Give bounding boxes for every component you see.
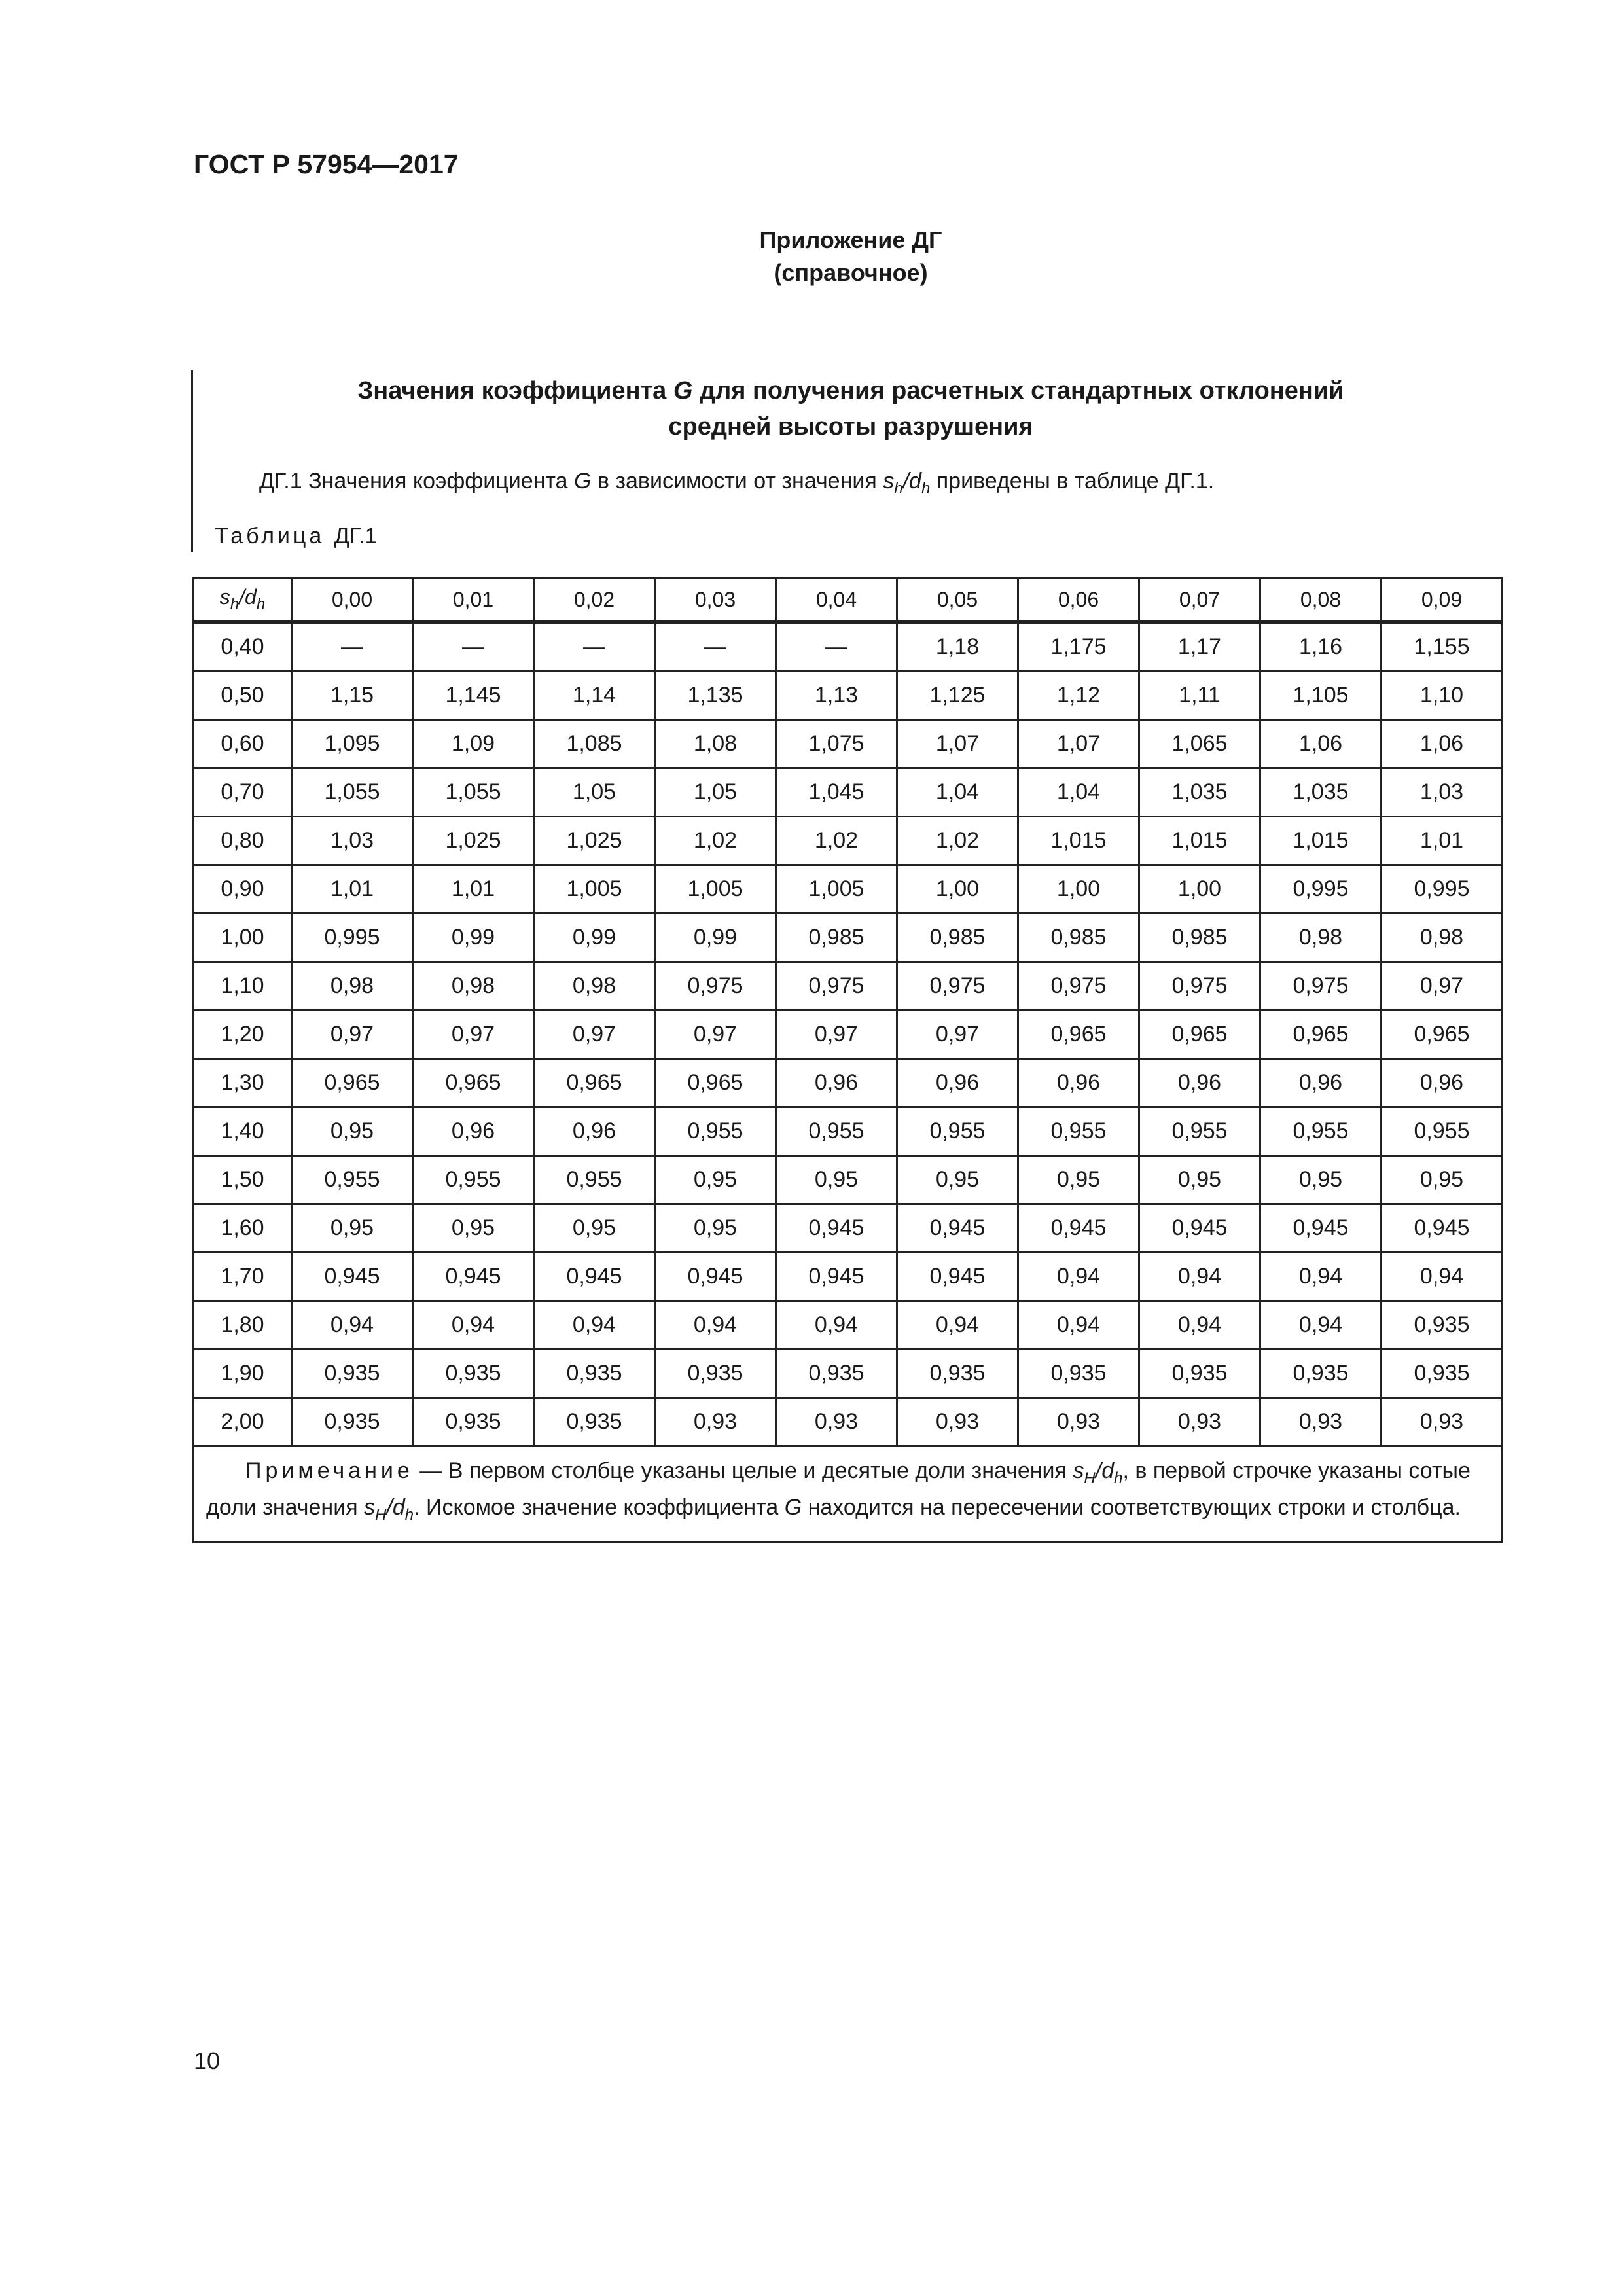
- table-row: [194, 622, 1503, 672]
- table-cell: 1,05: [534, 768, 655, 817]
- table-cell: 0,97: [292, 1011, 413, 1059]
- table-cell: 1,065: [1139, 720, 1260, 768]
- table-cell: 1,01: [1382, 817, 1503, 865]
- note-row: [194, 1446, 1503, 1543]
- table-cell: 1,015: [1018, 817, 1139, 865]
- table-row: [194, 1398, 1503, 1446]
- table-cell: —: [776, 622, 897, 672]
- table-row: [194, 865, 1503, 914]
- table-cell: 1,11: [1139, 672, 1260, 720]
- change-margin-bar: [191, 370, 193, 552]
- table-cell: 0,945: [1018, 1204, 1139, 1253]
- table-cell: 1,02: [655, 817, 776, 865]
- table-cell: 0,935: [897, 1350, 1018, 1398]
- table-cell: 0,965: [1260, 1011, 1382, 1059]
- table-cell: 0,96: [1382, 1059, 1503, 1107]
- table-cell: 1,045: [776, 768, 897, 817]
- table-cell: 1,125: [897, 672, 1018, 720]
- table-cell: 0,945: [1382, 1204, 1503, 1253]
- table-cell: 0,98: [1382, 914, 1503, 962]
- table-cell: 0,94: [1260, 1253, 1382, 1301]
- table-cell: 0,975: [776, 962, 897, 1011]
- table-cell: 0,96: [1139, 1059, 1260, 1107]
- table-cell: 0,95: [897, 1156, 1018, 1204]
- table-cell: 0,94: [655, 1301, 776, 1350]
- table-cell: —: [292, 622, 413, 672]
- table-cell: 1,01: [292, 865, 413, 914]
- table-cell: 0,95: [292, 1204, 413, 1253]
- table-cell: 0,98: [292, 962, 413, 1011]
- table-cell: 1,04: [1018, 768, 1139, 817]
- table-cell: 1,07: [897, 720, 1018, 768]
- table-cell: 1,06: [1382, 720, 1503, 768]
- table-cell: 0,94: [1382, 1253, 1503, 1301]
- table-cell: 0,945: [897, 1204, 1018, 1253]
- table-cell: 0,97: [1382, 962, 1503, 1011]
- table-cell: 1,00: [1139, 865, 1260, 914]
- section-title-line-2: средней высоты разрушения: [668, 413, 1033, 440]
- column-header: 0,00: [292, 579, 413, 622]
- table-cell: 0,99: [655, 914, 776, 962]
- title-text-a: Значения коэффициента: [357, 377, 667, 404]
- page-number: 10: [194, 2047, 221, 2074]
- column-header: 0,06: [1018, 579, 1139, 622]
- table-cell: 1,175: [1018, 622, 1139, 672]
- table-cell: 1,005: [776, 865, 897, 914]
- table-cell: 1,14: [534, 672, 655, 720]
- table-cell: 1,02: [897, 817, 1018, 865]
- table-cell: 0,94: [897, 1301, 1018, 1350]
- row-label: 1,90: [194, 1350, 292, 1398]
- para-variable: G: [573, 469, 592, 493]
- table-cell: 0,935: [413, 1350, 534, 1398]
- table-cell: 1,055: [413, 768, 534, 817]
- table-cell: 0,98: [1260, 914, 1382, 962]
- table-cell: 0,935: [1382, 1350, 1503, 1398]
- table-row: [194, 768, 1503, 817]
- appendix-title: Приложение ДГ: [759, 226, 942, 253]
- table-cell: 1,03: [1382, 768, 1503, 817]
- column-header: 0,07: [1139, 579, 1260, 622]
- table-cell: 0,96: [1018, 1059, 1139, 1107]
- table-row: [194, 962, 1503, 1011]
- table-row: [194, 1301, 1503, 1350]
- table-cell: 0,985: [1018, 914, 1139, 962]
- table-cell: 0,96: [1260, 1059, 1382, 1107]
- table-row: [194, 1204, 1503, 1253]
- table-row: [194, 1011, 1503, 1059]
- row-label: 0,50: [194, 672, 292, 720]
- row-label: 1,70: [194, 1253, 292, 1301]
- row-label: 1,80: [194, 1301, 292, 1350]
- row-label: 1,50: [194, 1156, 292, 1204]
- table-cell: 0,99: [534, 914, 655, 962]
- table-cell: 1,005: [534, 865, 655, 914]
- coefficient-table: [192, 577, 1503, 1543]
- table-cell: 1,015: [1260, 817, 1382, 865]
- table-cell: 0,965: [1018, 1011, 1139, 1059]
- table-cell: 0,945: [1139, 1204, 1260, 1253]
- table-cell: 0,985: [897, 914, 1018, 962]
- table-cell: 0,95: [1260, 1156, 1382, 1204]
- title-variable: G: [673, 377, 693, 404]
- table-cell: 0,95: [1018, 1156, 1139, 1204]
- column-header: 0,04: [776, 579, 897, 622]
- row-label: 1,20: [194, 1011, 292, 1059]
- table-cell: 1,03: [292, 817, 413, 865]
- para-formula: $s_h/d_h$: [883, 469, 931, 497]
- table-cell: 0,94: [292, 1301, 413, 1350]
- table-cell: 0,955: [1139, 1107, 1260, 1156]
- title-text-b: для получения расчетных стандартных отклонений: [699, 377, 1344, 404]
- table-cell: —: [534, 622, 655, 672]
- table-cell: 0,955: [1018, 1107, 1139, 1156]
- table-cell: 1,015: [1139, 817, 1260, 865]
- table-cell: 0,975: [1018, 962, 1139, 1011]
- table-cell: 0,95: [1139, 1156, 1260, 1204]
- row-label: 1,00: [194, 914, 292, 962]
- table-cell: 0,935: [413, 1398, 534, 1446]
- table-cell: 1,08: [655, 720, 776, 768]
- table-cell: 1,05: [655, 768, 776, 817]
- table-cell: 0,94: [1018, 1301, 1139, 1350]
- table-row: [194, 720, 1503, 768]
- table-cell: 0,955: [292, 1156, 413, 1204]
- table-cell: 0,93: [897, 1398, 1018, 1446]
- table-row: [194, 1253, 1503, 1301]
- row-label: 1,60: [194, 1204, 292, 1253]
- row-label: 1,10: [194, 962, 292, 1011]
- row-label: 2,00: [194, 1398, 292, 1446]
- column-header: 0,05: [897, 579, 1018, 622]
- table-cell: 0,955: [1382, 1107, 1503, 1156]
- table-cell: 0,995: [292, 914, 413, 962]
- table-cell: 0,975: [1139, 962, 1260, 1011]
- table-cell: 1,00: [897, 865, 1018, 914]
- table-cell: 0,935: [655, 1350, 776, 1398]
- table-cell: 0,94: [1139, 1301, 1260, 1350]
- table-cell: 0,94: [776, 1301, 897, 1350]
- para-text-c: приведены в таблице ДГ.1.: [936, 469, 1215, 493]
- table-cell: 0,97: [413, 1011, 534, 1059]
- table-cell: 0,94: [1260, 1301, 1382, 1350]
- table-cell: 1,09: [413, 720, 534, 768]
- table-cell: 0,965: [655, 1059, 776, 1107]
- table-cell: 0,935: [534, 1398, 655, 1446]
- table-row: [194, 914, 1503, 962]
- table-cell: 0,935: [1139, 1350, 1260, 1398]
- table-cell: 0,945: [534, 1253, 655, 1301]
- table-cell: 0,96: [413, 1107, 534, 1156]
- caption-word: Таблица: [215, 524, 325, 548]
- table-cell: 0,98: [413, 962, 534, 1011]
- table-cell: 0,94: [534, 1301, 655, 1350]
- table-cell: 0,98: [534, 962, 655, 1011]
- row-label: 0,60: [194, 720, 292, 768]
- column-header: 0,01: [413, 579, 534, 622]
- table-cell: 0,935: [776, 1350, 897, 1398]
- table-cell: 0,945: [413, 1253, 534, 1301]
- table-cell: 0,935: [534, 1350, 655, 1398]
- table-header-row: [194, 579, 1503, 622]
- table-cell: 0,93: [1139, 1398, 1260, 1446]
- table-cell: 0,95: [292, 1107, 413, 1156]
- row-label: 0,40: [194, 622, 292, 672]
- table-cell: 0,96: [534, 1107, 655, 1156]
- column-header: 0,09: [1382, 579, 1503, 622]
- table-cell: 1,135: [655, 672, 776, 720]
- table-cell: 1,01: [413, 865, 534, 914]
- table-cell: 0,99: [413, 914, 534, 962]
- table-row: [194, 817, 1503, 865]
- table-cell: 0,94: [1139, 1253, 1260, 1301]
- table-cell: 1,035: [1260, 768, 1382, 817]
- intro-paragraph: [259, 465, 1214, 505]
- table-cell: 1,00: [1018, 865, 1139, 914]
- table-cell: 0,945: [655, 1253, 776, 1301]
- table-cell: 1,155: [1382, 622, 1503, 672]
- table-cell: 0,995: [1260, 865, 1382, 914]
- table-body: [194, 622, 1503, 1446]
- table-cell: 0,95: [655, 1204, 776, 1253]
- table-cell: 0,97: [534, 1011, 655, 1059]
- table-cell: 1,025: [534, 817, 655, 865]
- table-row: [194, 1156, 1503, 1204]
- table-cell: 0,945: [776, 1253, 897, 1301]
- para-text-a: ДГ.1 Значения коэффициента: [259, 469, 568, 493]
- table-cell: 1,075: [776, 720, 897, 768]
- table-cell: 1,145: [413, 672, 534, 720]
- table-cell: 1,18: [897, 622, 1018, 672]
- table-cell: 0,955: [1260, 1107, 1382, 1156]
- row-label: 1,40: [194, 1107, 292, 1156]
- table-cell: 0,95: [534, 1204, 655, 1253]
- table-cell: 0,97: [776, 1011, 897, 1059]
- table-cell: 0,935: [1382, 1301, 1503, 1350]
- table-cell: 0,945: [1260, 1204, 1382, 1253]
- table-cell: 0,96: [776, 1059, 897, 1107]
- table-cell: 0,965: [1139, 1011, 1260, 1059]
- table-cell: 0,95: [655, 1156, 776, 1204]
- table-row: [194, 1107, 1503, 1156]
- table-row: [194, 1350, 1503, 1398]
- column-header: 0,03: [655, 579, 776, 622]
- table-cell: 0,955: [897, 1107, 1018, 1156]
- table-cell: —: [655, 622, 776, 672]
- table-cell: 0,985: [776, 914, 897, 962]
- row-label: 1,30: [194, 1059, 292, 1107]
- para-text-b: в зависимости от значения: [597, 469, 877, 493]
- column-header: 0,02: [534, 579, 655, 622]
- table-cell: 1,095: [292, 720, 413, 768]
- table-cell: 0,95: [776, 1156, 897, 1204]
- table-cell: 0,945: [897, 1253, 1018, 1301]
- table-cell: 0,975: [1260, 962, 1382, 1011]
- table-cell: 0,935: [292, 1398, 413, 1446]
- table-row: [194, 1059, 1503, 1107]
- table-cell: 0,935: [1018, 1350, 1139, 1398]
- table-cell: 0,93: [1382, 1398, 1503, 1446]
- table-cell: 0,94: [413, 1301, 534, 1350]
- table-cell: 0,93: [776, 1398, 897, 1446]
- table-cell: 1,10: [1382, 672, 1503, 720]
- table-cell: 0,95: [413, 1204, 534, 1253]
- table-cell: 1,085: [534, 720, 655, 768]
- table-cell: 0,955: [655, 1107, 776, 1156]
- table-cell: 0,93: [655, 1398, 776, 1446]
- table-cell: 0,955: [413, 1156, 534, 1204]
- table-cell: 1,06: [1260, 720, 1382, 768]
- row-label: 0,80: [194, 817, 292, 865]
- table-cell: 0,96: [897, 1059, 1018, 1107]
- table-note: Примечание — В первом столбце указаны целые и десятые доли значения $s_H/d_h$, в первой строчке указаны сотые доли значения $s_H/d_h$. Искомое значение коэффициента G находится на пересечении соответствующих строки и столбца.: [194, 1446, 1503, 1543]
- table-cell: 1,13: [776, 672, 897, 720]
- table-cell: 1,055: [292, 768, 413, 817]
- table-cell: 1,07: [1018, 720, 1139, 768]
- table-cell: 0,945: [292, 1253, 413, 1301]
- table-cell: 0,95: [1382, 1156, 1503, 1204]
- table-cell: 1,04: [897, 768, 1018, 817]
- table-cell: 0,97: [897, 1011, 1018, 1059]
- table-cell: 0,965: [292, 1059, 413, 1107]
- table-cell: 0,975: [897, 962, 1018, 1011]
- table-cell: 1,02: [776, 817, 897, 865]
- table-cell: 0,965: [1382, 1011, 1503, 1059]
- caption-number: ДГ.1: [334, 524, 378, 548]
- table-cell: 0,935: [292, 1350, 413, 1398]
- table-cell: 0,965: [534, 1059, 655, 1107]
- table-cell: 0,985: [1139, 914, 1260, 962]
- table-cell: 0,995: [1382, 865, 1503, 914]
- corner-header: $s_h/d_h$: [194, 579, 292, 622]
- note-label: Примечание: [245, 1458, 414, 1483]
- table-row: [194, 672, 1503, 720]
- row-label: 0,90: [194, 865, 292, 914]
- table-cell: 0,975: [655, 962, 776, 1011]
- table-cell: 1,15: [292, 672, 413, 720]
- table-cell: 1,105: [1260, 672, 1382, 720]
- table-cell: 1,035: [1139, 768, 1260, 817]
- table-cell: 0,93: [1260, 1398, 1382, 1446]
- table-cell: 0,94: [1018, 1253, 1139, 1301]
- row-label: 0,70: [194, 768, 292, 817]
- table-cell: 0,965: [413, 1059, 534, 1107]
- table-cell: 0,955: [776, 1107, 897, 1156]
- table-caption: [215, 524, 377, 549]
- table-cell: —: [413, 622, 534, 672]
- table-cell: 1,17: [1139, 622, 1260, 672]
- column-header: 0,08: [1260, 579, 1382, 622]
- table-cell: 0,93: [1018, 1398, 1139, 1446]
- table-cell: 0,935: [1260, 1350, 1382, 1398]
- document-code: ГОСТ Р 57954—2017: [194, 149, 459, 179]
- table-cell: 0,97: [655, 1011, 776, 1059]
- table-cell: 1,025: [413, 817, 534, 865]
- appendix-type: (справочное): [774, 259, 928, 286]
- table-cell: 1,16: [1260, 622, 1382, 672]
- table-cell: 1,005: [655, 865, 776, 914]
- table-cell: 0,945: [776, 1204, 897, 1253]
- table-cell: 1,12: [1018, 672, 1139, 720]
- table-cell: 0,955: [534, 1156, 655, 1204]
